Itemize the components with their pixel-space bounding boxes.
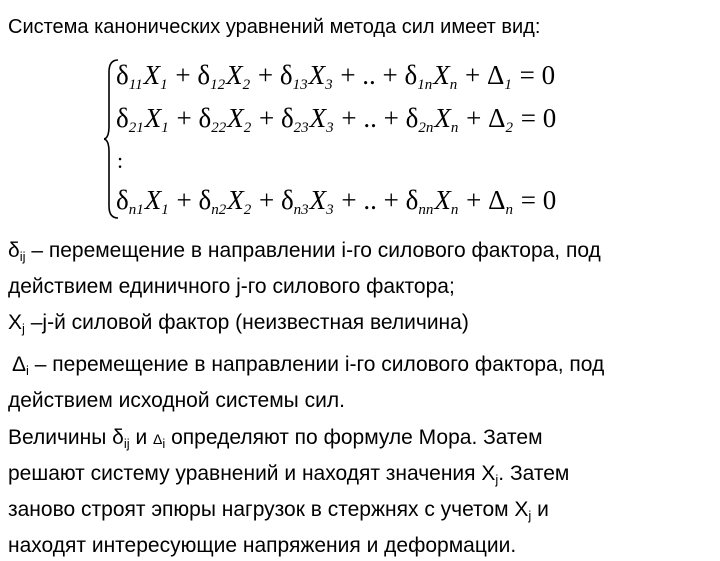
summary-paragraph: [8, 423, 569, 561]
x-j-definition: $X_j$ –j-й силовой фактор (неизвестная величина): [8, 311, 469, 336]
delta-ij-line-2: действием единичного j-го силового фактора;: [8, 275, 455, 298]
summary-line-4: находят интересующие напряжения и деформации.: [8, 534, 517, 557]
equation-ellipsis: :: [117, 148, 124, 173]
Delta-i-line-2: действием исходной системы сил.: [8, 389, 345, 412]
summary-line-3: заново строят эпюры нагрузок в стержнях с учетом $X_j$ и: [8, 498, 549, 523]
equation-row-1: $\delta_{11}X_1 + \delta_{12}X_2 + \delta_{13}X_3$ + .. + $\delta_{1n}X_n + \Delta_1 = 0$: [116, 60, 556, 93]
delta-ij-line-1: $\delta_{ij}$ – перемещение в направлении i-го силового фактора, под: [8, 239, 601, 264]
equation-row-2: $\delta_{21}X_1 + \delta_{22}X_2 + \delta_{23}X_3$ + .. + $\delta_{2n}X_n + \Delta_2 = 0$: [116, 103, 557, 136]
Delta-i-line-1: $\Delta_i$ – перемещение в направлении i-го силового фактора, под: [12, 353, 605, 378]
equation-row-n: $\delta_{n1}X_1 + \delta_{n2}X_2 + \delta_{n3}X_3$ + .. + $\delta_{nn}X_n + \Delta_n = 0$: [116, 185, 557, 218]
page-title: Система канонических уравнений метода сил имеет вид:: [8, 16, 541, 38]
summary-line-1: Величины $\delta_{ij}$ и $\Delta_i$ определяют по формуле Мора. Затем: [8, 426, 543, 451]
summary-line-2: решают систему уравнений и находят значения $X_j$. Затем: [8, 462, 570, 487]
Delta-i-definition: [8, 350, 605, 416]
delta-ij-definition: [8, 236, 601, 302]
